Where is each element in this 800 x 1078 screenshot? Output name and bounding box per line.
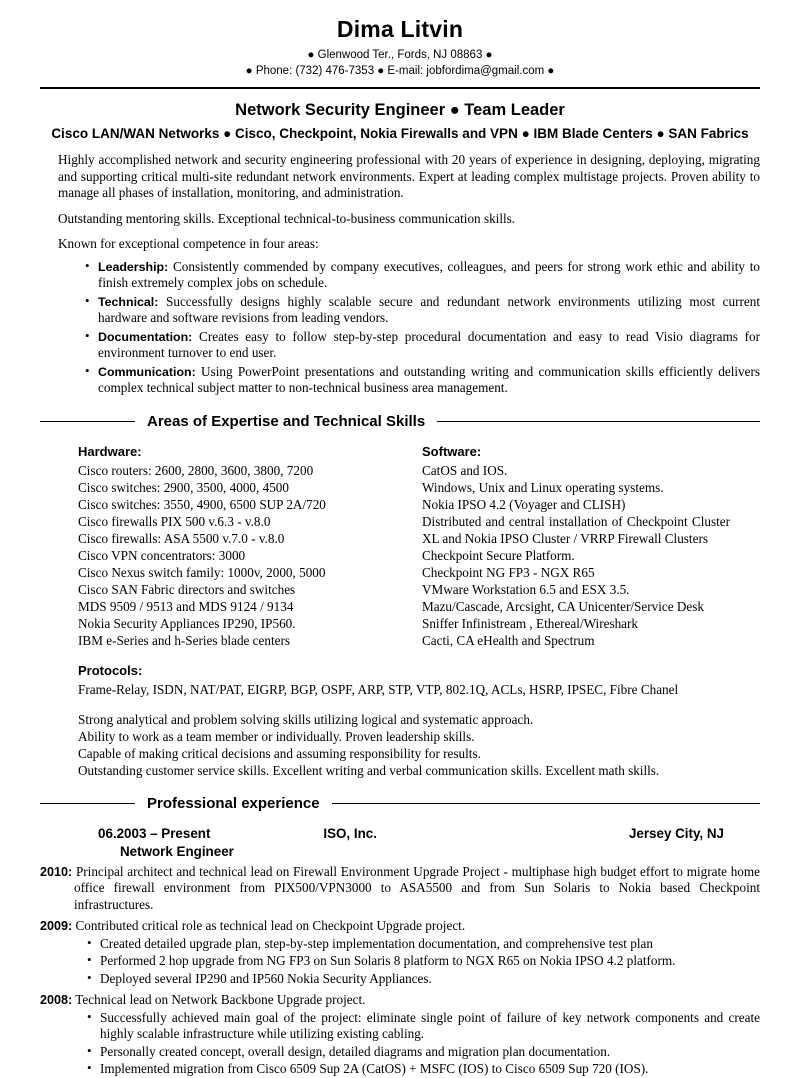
protocols-block: [40, 663, 760, 698]
list-item: Ability to work as a team member or individually. Proven leadership skills.: [78, 728, 475, 744]
experience-location: Jersey City, NJ: [628, 825, 724, 841]
section-rule-right: [437, 421, 760, 422]
competency-text: Successfully designs highly scalable secure and redundant network environments utilizing most current hardware and software revisions from leading vendors.: [98, 293, 760, 325]
software-column: [404, 444, 730, 649]
list-item: Cisco VPN concentrators: 3000: [78, 547, 246, 563]
list-item: [98, 259, 760, 292]
experience-entry: [40, 918, 760, 987]
list-item: MDS 9509 / 9513 and MDS 9124 / 9134: [78, 598, 294, 614]
list-item: CatOS and IOS.: [422, 462, 508, 478]
list-item: • Successfully achieved main goal of the project: eliminate single point of failure of key network components and create highly scalable infrastructure while utilizing existing cabling.: [100, 1010, 760, 1043]
closing-statements: [40, 711, 760, 779]
experience-role: Network Engineer: [120, 843, 234, 859]
list-item: Strong analytical and problem solving skills utilizing logical and systematic approach.: [78, 711, 534, 727]
list-item: Nokia IPSO 4.2 (Voyager and CLISH): [422, 496, 626, 512]
experience-bullet-list: [40, 936, 760, 988]
list-item: Nokia Security Appliances IP290, IP560.: [78, 615, 296, 631]
section-rule-left: [40, 421, 135, 422]
list-item: • Implemented migration from Cisco 6509 Sup 2A (CatOS) + MSFC (IOS) to Cisco 6509 Sup 720 (IOS).: [100, 1061, 760, 1078]
competency-text: Consistently commended by company executives, colleagues, and peers for strong work ethic and ability to finish extremely complex jobs on schedule.: [98, 258, 760, 290]
list-item: VMware Workstation 6.5 and ESX 3.5.: [422, 581, 630, 597]
section-title: Professional experience: [147, 794, 320, 812]
competency-text: Using PowerPoint presentations and outstanding writing and communication skills efficiently delivers complex technical subject matter to non-technical business area management.: [98, 363, 760, 395]
protocols-text: Frame-Relay, ISDN, NAT/PAT, EIGRP, BGP, OSPF, ARP, STP, VTP, 802.1Q, ACLs, HSRP, IPSEC, Fibre Chanel: [78, 681, 679, 697]
list-item: • Created detailed upgrade plan, step-by-step implementation documentation, and comprehensive test plan: [100, 936, 760, 953]
experience-entry-line: [40, 992, 760, 1009]
experience-text: Contributed critical role as technical lead on Checkpoint Upgrade project.: [75, 918, 466, 933]
address-line: ● Glenwood Ter., Fords, NJ 08863 ●: [307, 49, 493, 61]
competency-label: Leadership:: [98, 259, 169, 274]
list-item: Capable of making critical decisions and assuming responsibility for results.: [78, 745, 481, 761]
experience-entry: [40, 864, 760, 914]
skills-columns: [40, 444, 760, 649]
list-item: IBM e-Series and h-Series blade centers: [78, 632, 291, 648]
list-item: Cisco SAN Fabric directors and switches: [78, 581, 296, 597]
experience-text: Principal architect and technical lead on Firewall Environment Upgrade Project - multiphase high budget effort to migrate home office firewall environment from PIX500/VPN3000 to ASA5500 and from Sun Solaris to Nokia based Checkpoint infrastructures.: [74, 863, 761, 912]
list-item: Checkpoint NG FP3 - NGX R65: [422, 564, 595, 580]
hardware-column: [78, 444, 404, 649]
experience-company: ISO, Inc.: [323, 825, 377, 841]
list-item: Cisco firewalls PIX 500 v.6.3 - v.8.0: [78, 513, 271, 529]
software-heading: Software:: [422, 443, 482, 459]
list-item: Sniffer Infinistream , Ethereal/Wireshark: [422, 615, 639, 631]
list-item: Cisco Nexus switch family: 1000v, 2000, 5000: [78, 564, 326, 580]
list-item: Outstanding customer service skills. Excellent writing and verbal communication skills. Excellent math skills.: [78, 762, 660, 778]
experience-bullet-list: [40, 1010, 760, 1078]
summary-paragraph-1: Highly accomplished network and security engineering professional with 20 years of experience in designing, deploying, migrating and supporting critical multi-site redundant network environments. Expert at leading complex multistage projects. Proven ability to manage all phases of installation, monitoring, and administration.: [58, 152, 760, 200]
section-rule-right: [332, 803, 760, 804]
list-item: Cisco switches: 2900, 3500, 4000, 4500: [78, 479, 289, 495]
list-item: Mazu/Cascade, Arcsight, CA Unicenter/Service Desk: [422, 598, 704, 614]
hardware-heading: Hardware:: [78, 443, 142, 459]
list-item: [98, 364, 760, 397]
summary-paragraph-3: Known for exceptional competence in four areas:: [58, 236, 319, 251]
competency-list: [40, 259, 760, 397]
list-item: • Deployed several IP290 and IP560 Nokia Security Appliances.: [100, 971, 760, 988]
list-item: [98, 329, 760, 362]
competency-label: Technical:: [98, 294, 159, 309]
header-divider: [40, 87, 760, 89]
experience-entry-line: [40, 918, 760, 935]
list-item: [98, 294, 760, 327]
job-subtitle: Cisco LAN/WAN Networks ● Cisco, Checkpoint, Nokia Firewalls and VPN ● IBM Blade Centers ● SAN Fabrics: [51, 126, 749, 141]
experience-entry-line: [40, 864, 760, 914]
section-header-experience: [40, 795, 760, 812]
contact-line: ● Phone: (732) 476-7353 ● E-mail: jobfordima@gmail.com ●: [245, 65, 555, 77]
competency-text: Creates easy to follow step-by-step procedural documentation and easy to read Visio diagrams for environment turnover to end user.: [98, 328, 760, 360]
experience-dates: 06.2003 – Present: [98, 825, 211, 841]
competency-label: Documentation:: [98, 329, 193, 344]
section-title: Areas of Expertise and Technical Skills: [147, 412, 426, 430]
summary-paragraph-2: Outstanding mentoring skills. Exceptional technical-to-business communication skills.: [58, 210, 516, 226]
section-rule-left: [40, 803, 135, 804]
list-item: Distributed and central installation of Checkpoint Cluster XL and Nokia IPSO Cluster / VRRP Firewall Clusters: [422, 513, 730, 546]
page-title: Dima Litvin: [336, 16, 464, 42]
list-item: Checkpoint Secure Platform.: [422, 547, 575, 563]
list-item: Cacti, CA eHealth and Spectrum: [422, 632, 595, 648]
experience-year: 2009:: [40, 919, 73, 933]
list-item: Cisco firewalls: ASA 5500 v.7.0 - v.8.0: [78, 530, 285, 546]
list-item: Windows, Unix and Linux operating systems.: [422, 479, 664, 495]
list-item: Cisco routers: 2600, 2800, 3600, 3800, 7200: [78, 462, 314, 478]
list-item: Cisco switches: 3550, 4900, 6500 SUP 2A/720: [78, 496, 326, 512]
list-item: • Performed 2 hop upgrade from NG FP3 on Sun Solaris 8 platform to NGX R65 on Nokia IPSO 4.2 platform.: [100, 953, 760, 970]
job-title: Network Security Engineer ● Team Leader: [235, 101, 565, 119]
section-header-skills: [40, 413, 760, 430]
experience-year: 2010:: [40, 864, 73, 879]
protocols-heading: Protocols:: [78, 662, 143, 678]
experience-year: 2008:: [40, 993, 73, 1007]
list-item: • Personally created concept, overall design, detailed diagrams and migration plan documentation.: [100, 1044, 760, 1061]
competency-label: Communication:: [98, 364, 196, 379]
experience-text: Technical lead on Network Backbone Upgrade project.: [75, 992, 366, 1007]
experience-header-row: [40, 826, 760, 841]
